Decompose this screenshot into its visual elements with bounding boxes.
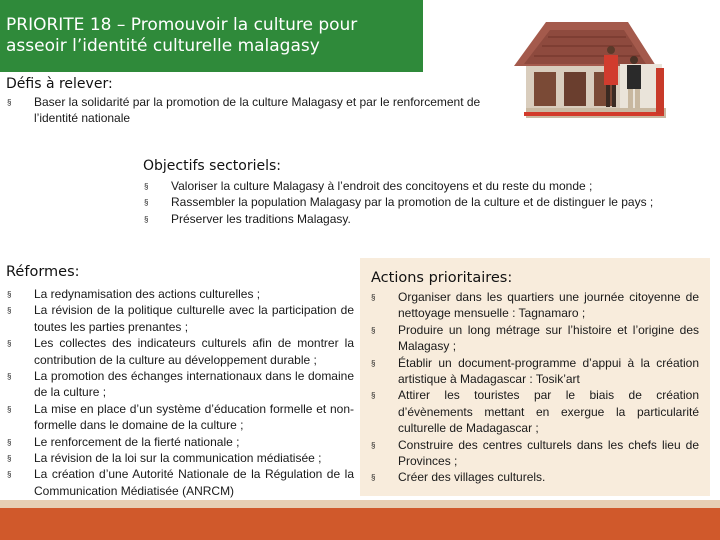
list-item: § Rassembler la population Malagasy par la promotion de la culture et de distinguer le pays ; [143, 194, 663, 210]
list-item: § La promotion des échanges internationaux dans le domaine de la culture ; [7, 369, 354, 400]
list-item: § Valoriser la culture Malagasy à l’endroit des concitoyens et du reste du monde ; [143, 178, 663, 194]
page-title [6, 15, 357, 57]
list-item: § La mise en place d’un système d’éducation formelle et non-formelle dans le domaine de la culture ; [7, 401, 354, 433]
bullet-icon: § [371, 325, 376, 335]
title-banner [0, 0, 423, 72]
bullet-icon: § [7, 372, 12, 382]
bullet-icon: § [7, 306, 12, 316]
list-item: § Créer des villages culturels. [370, 469, 699, 485]
bullet-icon: § [7, 470, 12, 480]
list-item: § Produire un long métrage sur l’histoire et l’origine des Malagasy ; [371, 322, 699, 354]
actions-list [370, 289, 699, 486]
bullet-icon: § [7, 437, 12, 447]
reformes-heading: Réformes: [6, 264, 80, 280]
objectifs-heading: Objectifs sectoriels: [143, 158, 281, 174]
bullet-icon: § [7, 404, 12, 414]
title-line-2: asseoir l’identité culturelle malagasy [6, 36, 320, 56]
list-item: § Établir un document-programme d’appui à la création artistique à Madagascar : Tosik’art [371, 355, 699, 387]
bullet-icon: § [7, 290, 12, 299]
list-item: § Attirer les touristes par le biais de création d’évènements mettant en exergue la particularité culturelle de Madagascar ; [371, 388, 699, 436]
bullet-icon: § [371, 358, 376, 368]
objectifs-list [143, 178, 663, 227]
list-item: § La révision de la politique culturelle avec la participation de toutes les parties prenantes ; [7, 303, 354, 334]
list-item: § Construire des centres culturels dans les chefs lieu de Provinces ; [371, 437, 699, 469]
bullet-icon: § [144, 198, 149, 208]
bullet-icon: § [371, 293, 376, 302]
bullet-icon: § [7, 98, 12, 107]
reformes-list [6, 286, 354, 499]
bullet-icon: § [371, 391, 376, 401]
list-item: § Baser la solidarité par la promotion de la culture Malagasy et par le renforcement de l’identité nationale [7, 95, 481, 126]
bullet-icon: § [7, 339, 12, 349]
list-item: § Le renforcement de la fierté nationale ; [6, 434, 354, 450]
list-item: § Préserver les traditions Malagasy. [143, 211, 663, 227]
list-item: § La révision de la loi sur la communication médiatisée ; [6, 450, 354, 466]
bullet-icon: § [371, 440, 376, 450]
list-item: § La création d’une Autorité Nationale de la Régulation de la Communication Médiatisée (ANRCM) [7, 467, 354, 498]
title-line-1: PRIORITE 18 – Promouvoir la culture pour [6, 15, 358, 35]
bullet-icon: § [7, 454, 12, 464]
bullet-icon: § [371, 473, 376, 483]
bullet-icon: § [144, 214, 149, 224]
defis-heading: Défis à relever: [6, 76, 113, 92]
list-item: § La redynamisation des actions culturelles ; [6, 286, 354, 302]
bullet-icon: § [144, 182, 149, 191]
list-item: § Les collectes des indicateurs culturels afin de montrer la contribution de la culture au développement durable ; [7, 336, 354, 367]
list-item: § Organiser dans les quartiers une journée citoyenne de nettoyage mensuelle : Tagnamaro ; [371, 290, 699, 321]
footer-bar [0, 500, 720, 540]
actions-heading: Actions prioritaires: [371, 270, 513, 286]
footer-stripe [0, 500, 720, 508]
defis-list [6, 94, 502, 127]
building-photo [506, 8, 676, 126]
